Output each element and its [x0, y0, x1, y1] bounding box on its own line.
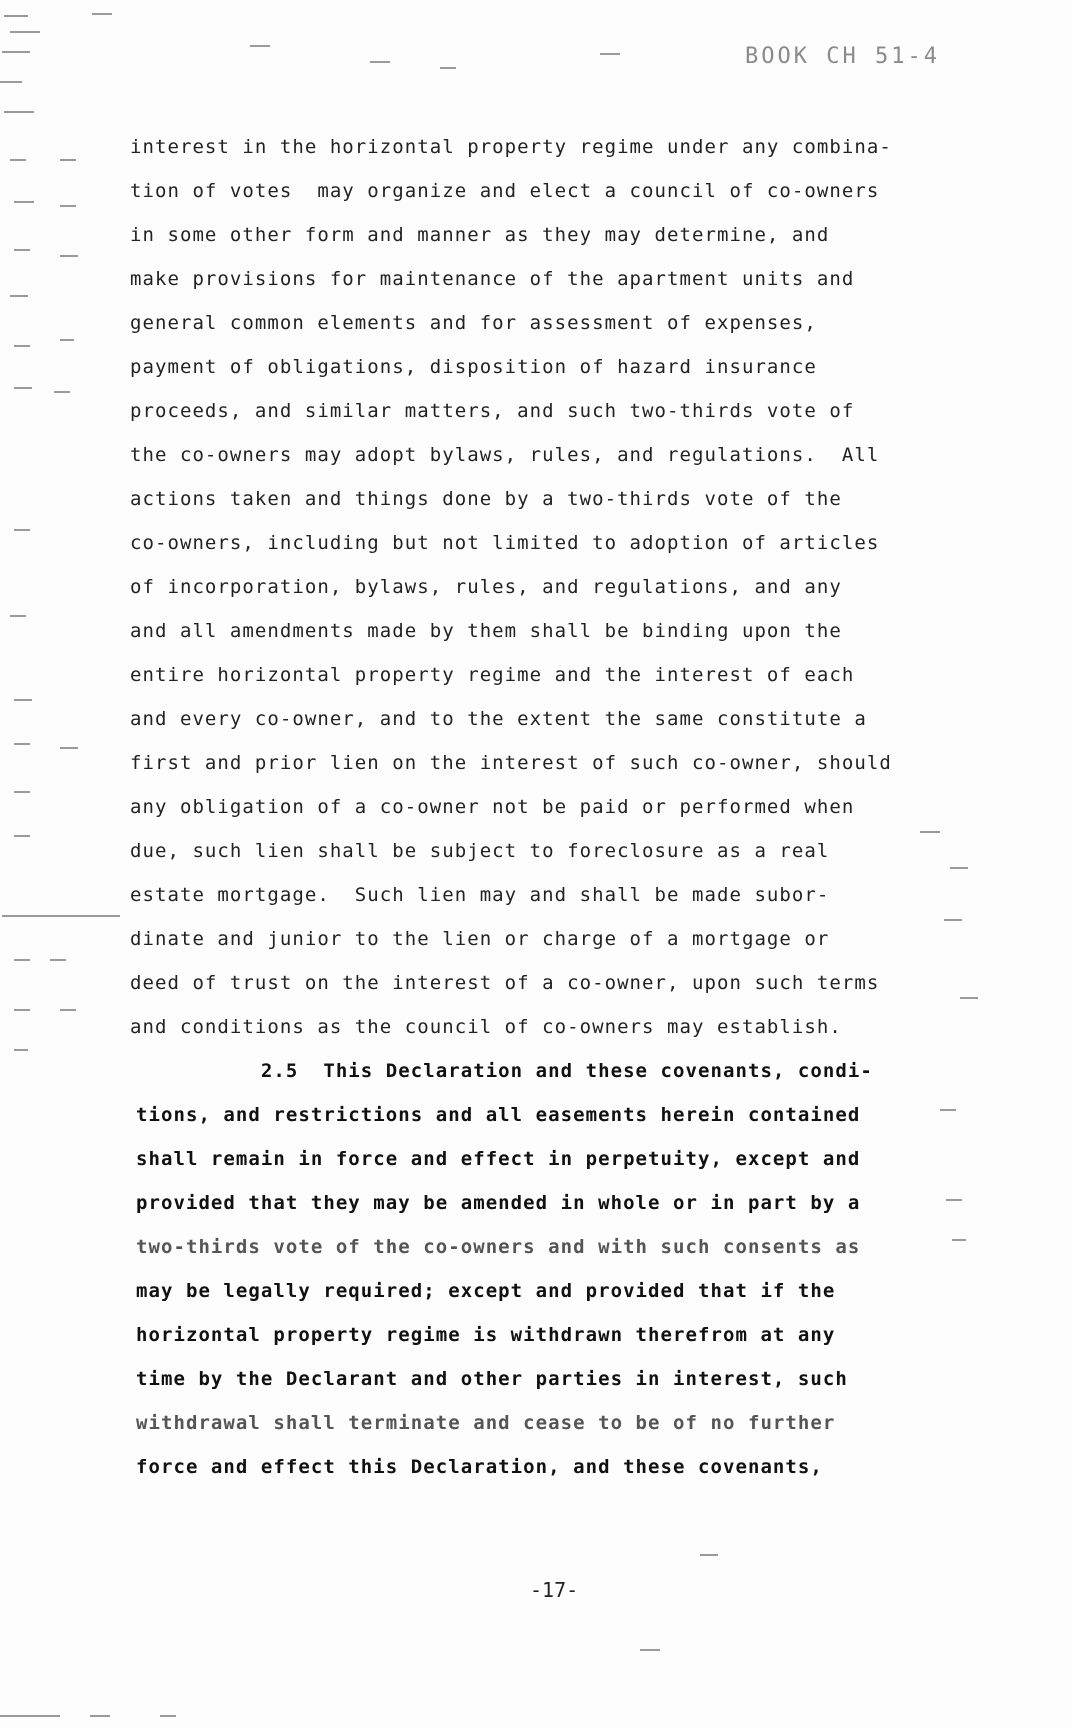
- text-line: deed of trust on the interest of a co-owner, upon such terms: [130, 972, 880, 994]
- text-line: entire horizontal property regime and the interest of each: [130, 664, 855, 686]
- text-line: co-owners, including but not limited to adoption of articles: [130, 532, 880, 554]
- text-line: due, such lien shall be subject to foreclosure as a real: [130, 840, 830, 862]
- text-line: time by the Declarant and other parties in interest, such: [136, 1368, 848, 1390]
- text-line: and every co-owner, and to the extent the same constitute a: [130, 708, 867, 730]
- text-line: shall remain in force and effect in perpetuity, except and: [136, 1148, 861, 1170]
- page-number: -17-: [530, 1578, 579, 1602]
- text-line: horizontal property regime is withdrawn therefrom at any: [136, 1324, 836, 1346]
- text-line: may be legally required; except and provided that if the: [136, 1280, 836, 1302]
- text-line: of incorporation, bylaws, rules, and regulations, and any: [130, 576, 842, 598]
- text-line: estate mortgage. Such lien may and shall be made subor-: [130, 884, 830, 906]
- text-line: dinate and junior to the lien or charge of a mortgage or: [130, 928, 830, 950]
- text-line: general common elements and for assessment of expenses,: [130, 312, 817, 334]
- text-line: the co-owners may adopt bylaws, rules, and regulations. All: [130, 444, 880, 466]
- text-line: in some other form and manner as they may determine, and: [130, 224, 830, 246]
- header-book-code: BOOK CH 51-4: [745, 44, 940, 69]
- text-line: and all amendments made by them shall be binding upon the: [130, 620, 842, 642]
- text-line: payment of obligations, disposition of hazard insurance: [130, 356, 817, 378]
- text-line: tions, and restrictions and all easements herein contained: [136, 1104, 861, 1126]
- text-line: provided that they may be amended in whole or in part by a: [136, 1192, 861, 1214]
- text-line: interest in the horizontal property regime under any combina-: [130, 136, 892, 158]
- text-line: force and effect this Declaration, and these covenants,: [136, 1456, 823, 1478]
- text-line: make provisions for maintenance of the apartment units and: [130, 268, 855, 290]
- section-2-5-line: 2.5 This Declaration and these covenants, condi-: [136, 1060, 873, 1082]
- text-line: proceeds, and similar matters, and such two-thirds vote of: [130, 400, 855, 422]
- text-line: withdrawal shall terminate and cease to be of no further: [136, 1412, 836, 1434]
- text-line: two-thirds vote of the co-owners and with such consents as: [136, 1236, 861, 1258]
- text-line: and conditions as the council of co-owners may establish.: [130, 1016, 842, 1038]
- text-line: first and prior lien on the interest of such co-owner, should: [130, 752, 892, 774]
- text-line: actions taken and things done by a two-thirds vote of the: [130, 488, 842, 510]
- text-line: any obligation of a co-owner not be paid or performed when: [130, 796, 855, 818]
- text-line: tion of votes may organize and elect a council of co-owners: [130, 180, 880, 202]
